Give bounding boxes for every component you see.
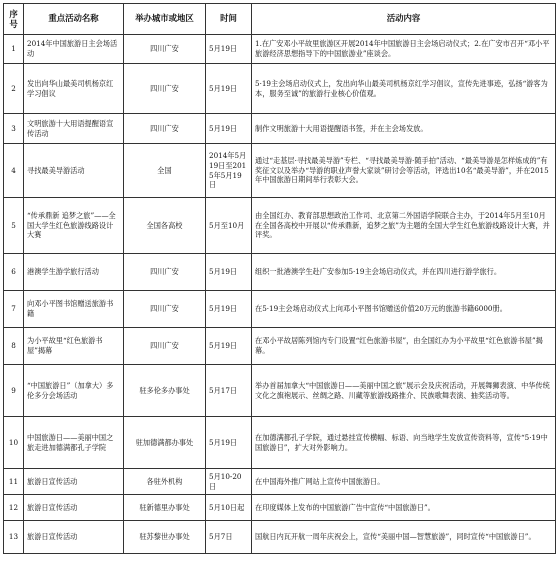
activity-time: 5月19日: [206, 417, 252, 469]
activity-city: 各驻外机构: [124, 469, 206, 495]
row-number: 8: [4, 328, 24, 365]
activity-content: 组织一批港澳学生赴广安参加5·19主会场启动仪式，并在四川进行游学旅行。: [252, 254, 556, 291]
activity-content: 国航日内瓦开航一周年庆祝会上，宣传“美丽中国—智慧旅游”，同时宣传“中国旅游日”。: [252, 521, 556, 554]
activity-name: 港澳学生游学旅行活动: [24, 254, 124, 291]
row-number: 10: [4, 417, 24, 469]
activity-name: 为小平故里“红色旅游书屋”揭幕: [24, 328, 124, 365]
header-city: 举办城市或地区: [124, 4, 206, 35]
activity-content: 举办首届加拿大“中国旅游日——美丽中国之旅”展示会及庆祝活动，开展舞狮表演、中华传统文化之旗袍展示、丝绸之路、川藏等旅游线路推介、民族歌舞表演、抽奖活动等。: [252, 365, 556, 417]
activity-city: 四川广安: [124, 35, 206, 64]
activity-name: 发出向华山最美司机杨京红学习倡议: [24, 64, 124, 114]
activity-city: 驻多伦多办事处: [124, 365, 206, 417]
table-row: [4, 64, 556, 114]
table-row: [4, 469, 556, 495]
activity-content: 5·19主会场启动仪式上，发出向华山最美司机杨京红学习倡议，宣传先进事迹，弘扬“游客为本，服务至诚”的旅游行业核心价值观。: [252, 64, 556, 114]
activity-city: 驻新德里办事处: [124, 495, 206, 521]
row-number: 1: [4, 35, 24, 64]
activity-time: 5月19日: [206, 114, 252, 144]
events-table: [3, 3, 556, 554]
activity-city: 四川广安: [124, 328, 206, 365]
table-row: [4, 35, 556, 64]
table-row: [4, 198, 556, 254]
table-row: [4, 417, 556, 469]
activity-city: 全国各高校: [124, 198, 206, 254]
activity-city: 四川广安: [124, 254, 206, 291]
table-row: [4, 365, 556, 417]
activity-name: 旅游日宣传活动: [24, 495, 124, 521]
activity-city: 驻苏黎世办事处: [124, 521, 206, 554]
table-row: [4, 495, 556, 521]
activity-content: 在加德满都孔子学院，通过悬挂宣传横幅、标语、向当地学生发放宣传资料等，宣传“5·19中国旅游日”，扩大对外影响力。: [252, 417, 556, 469]
table-row: [4, 144, 556, 198]
activity-content: 1.在广安邓小平故里旅游区开展2014年中国旅游日主会场启动仪式；2.在广安市召开“邓小平旅游经济思想指导下的中国旅游业”座谈会。: [252, 35, 556, 64]
activity-name: 2014年中国旅游日主会场活动: [24, 35, 124, 64]
table-row: [4, 328, 556, 365]
row-number: 13: [4, 521, 24, 554]
activity-time: 5月19日: [206, 291, 252, 328]
activity-time: 5月7日: [206, 521, 252, 554]
activity-content: 在印度媒体上发布的中国旅游广告中宣传“中国旅游日”。: [252, 495, 556, 521]
activity-name: 向邓小平图书馆赠送旅游书籍: [24, 291, 124, 328]
activity-city: 全国: [124, 144, 206, 198]
row-number: 9: [4, 365, 24, 417]
activity-time: 5月17日: [206, 365, 252, 417]
activity-time: 5月19日: [206, 35, 252, 64]
activity-time: 5月10-20日: [206, 469, 252, 495]
activity-content: 由全国红办、教育部思想政治工作司、北京第二外国语学院联合主办，于2014年5月至10月在全国各高校中开展以“传承鼎新，追梦之旅”为主题的全国大学生红色旅游线路设计大赛，并评奖。: [252, 198, 556, 254]
row-number: 7: [4, 291, 24, 328]
row-number: 4: [4, 144, 24, 198]
activity-name: 中国旅游日——美丽中国之旅走进加德满都孔子学院: [24, 417, 124, 469]
header-no: 序号: [4, 4, 24, 35]
header-content: 活动内容: [252, 4, 556, 35]
activity-time: 5月10日起: [206, 495, 252, 521]
activity-time: 5月19日: [206, 64, 252, 114]
activity-name: “中国旅游日”（加拿大）多伦多分会场活动: [24, 365, 124, 417]
row-number: 6: [4, 254, 24, 291]
activity-content: 制作文明旅游十大用语提醒语书签，并在主会场发放。: [252, 114, 556, 144]
activity-name: 旅游日宣传活动: [24, 521, 124, 554]
activity-name: 旅游日宣传活动: [24, 469, 124, 495]
table-row: [4, 114, 556, 144]
header-time: 时间: [206, 4, 252, 35]
activity-name: 寻找最美导游活动: [24, 144, 124, 198]
activity-city: 驻加德满都办事处: [124, 417, 206, 469]
row-number: 11: [4, 469, 24, 495]
table-header-row: [4, 4, 556, 35]
activity-city: 四川广安: [124, 114, 206, 144]
activity-content: 在邓小平故居陈列馆内专门设置“红色旅游书屋”，由全国红办为小平故里“红色旅游书屋”揭幕。: [252, 328, 556, 365]
row-number: 3: [4, 114, 24, 144]
header-name: 重点活动名称: [24, 4, 124, 35]
table-row: [4, 254, 556, 291]
row-number: 12: [4, 495, 24, 521]
activity-time: 5月19日: [206, 254, 252, 291]
activity-name: “传承鼎新 追梦之旅”——全国大学生红色旅游线路设计大赛: [24, 198, 124, 254]
activity-name: 文明旅游十大用语提醒语宣传活动: [24, 114, 124, 144]
activity-city: 四川广安: [124, 291, 206, 328]
activity-content: 在5·19主会场启动仪式上向邓小平图书馆赠送价值20万元的旅游书籍6000册。: [252, 291, 556, 328]
table-row: [4, 291, 556, 328]
activity-time: 2014年5月19日至2015年5月19日: [206, 144, 252, 198]
activity-content: 通过“走基层·寻找最美导游”专栏、“寻找最美导游·随手拍”活动、“最美导游是怎样炼成的”有奖征文以及举办“导游的职业声誉大家谈”研讨会等活动，评选出10名“最美导游”，并在2015年中国旅游日期间举行表彰大会。: [252, 144, 556, 198]
activity-time: 5月至10月: [206, 198, 252, 254]
row-number: 5: [4, 198, 24, 254]
activity-time: 5月19日: [206, 328, 252, 365]
activity-content: 在中国海外推广网站上宣传中国旅游日。: [252, 469, 556, 495]
table-row: [4, 521, 556, 554]
activity-city: 四川广安: [124, 64, 206, 114]
row-number: 2: [4, 64, 24, 114]
